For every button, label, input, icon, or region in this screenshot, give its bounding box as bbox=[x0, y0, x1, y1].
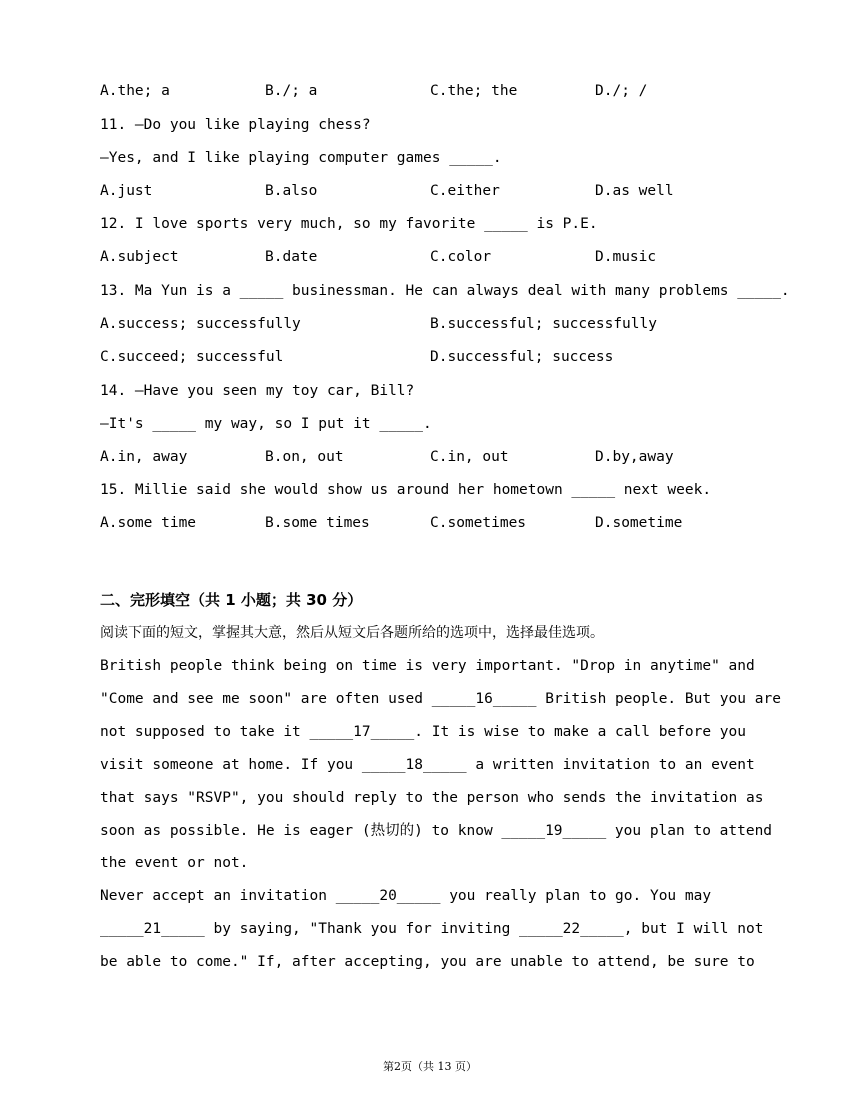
option-a: A.some time bbox=[100, 515, 197, 531]
option-d: D.sometime bbox=[595, 515, 683, 531]
q11-stem: 11. —Do you like playing chess? bbox=[100, 117, 371, 133]
option-b: B.on, out bbox=[265, 449, 344, 465]
passage-line: Never accept an invitation _____20_____ you really plan to go. You may bbox=[100, 888, 712, 904]
passage-line: "Come and see me soon" are often used _____16_____ British people. But you are bbox=[100, 691, 781, 707]
option-c: C.color bbox=[430, 249, 492, 265]
option-c: C.in, out bbox=[430, 449, 509, 465]
q13-stem: 13. Ma Yun is a _____ businessman. He can always deal with many problems _____. bbox=[100, 283, 790, 299]
option-d: D.as well bbox=[595, 183, 674, 199]
section-instruction: 阅读下面的短文，掌握其大意，然后从短文后各题所给的选项中，选择最佳选项。 bbox=[100, 625, 604, 641]
option-b: B./; a bbox=[265, 83, 318, 99]
passage-line: soon as possible. He is eager (热切的) to know _____19_____ you plan to attend bbox=[100, 823, 773, 839]
passage-line: _____21_____ by saying, "Thank you for inviting _____22_____, but I will not bbox=[100, 921, 764, 937]
option-d: D.music bbox=[595, 249, 657, 265]
q14-stem: 14. —Have you seen my toy car, Bill? bbox=[100, 383, 415, 399]
q15-options bbox=[100, 513, 780, 533]
q12-options bbox=[100, 247, 780, 267]
option-a: A.the; a bbox=[100, 83, 170, 99]
passage-line: visit someone at home. If you _____18_____ a written invitation to an event bbox=[100, 757, 755, 773]
option-c: C.either bbox=[430, 183, 500, 199]
option-a: A.in, away bbox=[100, 449, 188, 465]
passage-line: the event or not. bbox=[100, 855, 249, 871]
option-c: C.succeed; successful bbox=[100, 349, 284, 365]
page-footer: 第2页（共 13 页） bbox=[383, 1060, 477, 1073]
q15-stem: 15. Millie said she would show us around her hometown _____ next week. bbox=[100, 482, 712, 498]
option-b: B.successful; successfully bbox=[430, 316, 657, 332]
option-c: C.sometimes bbox=[430, 515, 527, 531]
q13-options-row1 bbox=[100, 314, 780, 334]
q11-stem-reply: —Yes, and I like playing computer games _____. bbox=[100, 150, 502, 166]
option-c: C.the; the bbox=[430, 83, 518, 99]
passage-line: not supposed to take it _____17_____. It is wise to make a call before you bbox=[100, 724, 747, 740]
passage-line: be able to come." If, after accepting, you are unable to attend, be sure to bbox=[100, 954, 755, 970]
option-b: B.date bbox=[265, 249, 318, 265]
option-d: D.successful; success bbox=[430, 349, 614, 365]
option-d: D.by,away bbox=[595, 449, 674, 465]
option-a: A.subject bbox=[100, 249, 179, 265]
passage-line: that says "RSVP", you should reply to the person who sends the invitation as bbox=[100, 790, 764, 806]
option-a: A.just bbox=[100, 183, 153, 199]
option-b: B.some times bbox=[265, 515, 370, 531]
q14-stem-reply: —It's _____ my way, so I put it _____. bbox=[100, 416, 432, 432]
q10-options bbox=[100, 81, 780, 101]
option-a: A.success; successfully bbox=[100, 316, 301, 332]
q14-options bbox=[100, 447, 780, 467]
q12-stem: 12. I love sports very much, so my favorite _____ is P.E. bbox=[100, 216, 598, 232]
option-d: D./; / bbox=[595, 83, 648, 99]
section-heading: 二、完形填空（共 1 小题；共 30 分） bbox=[100, 591, 363, 609]
q11-options bbox=[100, 181, 780, 201]
option-b: B.also bbox=[265, 183, 318, 199]
q13-options-row2 bbox=[100, 347, 780, 367]
passage-line: British people think being on time is very important. "Drop in anytime" and bbox=[100, 658, 755, 674]
